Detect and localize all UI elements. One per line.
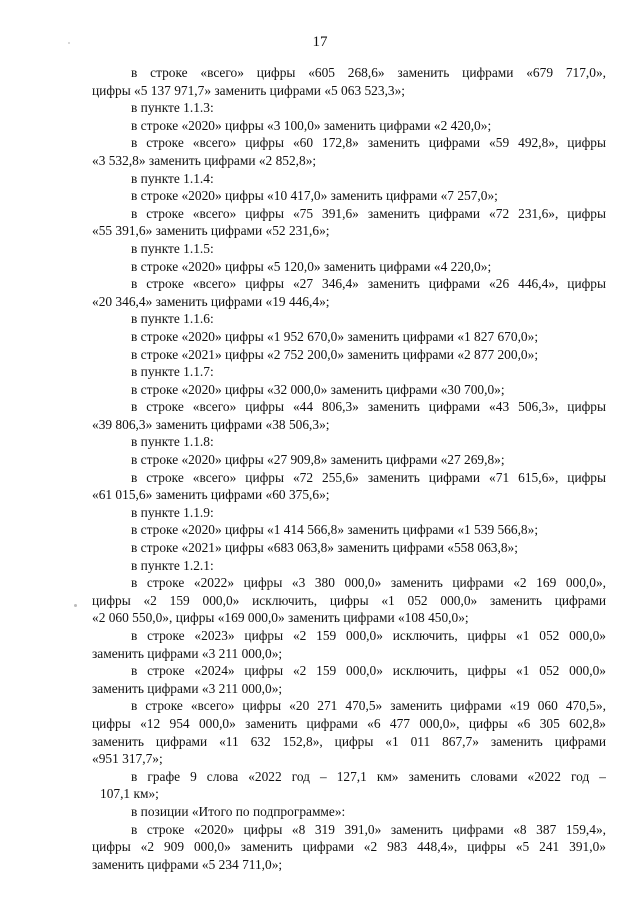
text-line: в пункте 1.1.9: [131,504,214,520]
text-line: «20 346,4» заменить цифрами «19 446,4»; [92,293,330,309]
scan-speck [74,604,77,607]
text-line: в строке «2020» цифры «32 000,0» заменить цифрами «30 700,0»; [131,381,505,397]
text-line: в строке «всего» цифры «75 391,6» заменить цифрами «72 231,6», цифры [131,205,606,221]
text-line: «55 391,6» заменить цифрами «52 231,6»; [92,223,330,239]
text-line: в строке «2020» цифры «8 319 391,0» заменить цифрами «8 387 159,4», [131,821,606,837]
text-line: в пункте 1.1.4: [131,170,214,186]
page-number: 17 [312,34,328,50]
text-line: заменить цифрами «3 211 000,0»; [92,680,283,696]
text-line: заменить цифрами «3 211 000,0»; [92,645,283,661]
text-line: в строке «2020» цифры «10 417,0» заменить цифрами «7 257,0»; [131,188,498,204]
text-line: в пункте 1.1.8: [131,434,214,450]
text-line: в строке «2020» цифры «1 414 566,8» заменить цифрами «1 539 566,8»; [131,522,539,538]
text-line: «61 015,6» заменить цифрами «60 375,6»; [92,487,330,503]
text-line: цифры «12 954 000,0» заменить цифрами «6 477 000,0», цифры «6 305 602,8» [92,715,606,731]
text-line: в строке «2020» цифры «3 100,0» заменить цифрами «2 420,0»; [131,117,492,133]
text-line: в графе 9 слова «2022 год – 127,1 км» заменить словами «2022 год – [131,768,606,784]
text-line: в строке «2022» цифры «3 380 000,0» заменить цифрами «2 169 000,0», [131,575,606,591]
text-line: в строке «всего» цифры «20 271 470,5» заменить цифрами «19 060 470,5», [131,698,606,714]
text-line: «3 532,8» заменить цифрами «2 852,8»; [92,152,317,168]
text-line: в строке «2024» цифры «2 159 000,0» исключить, цифры «1 052 000,0» [131,663,606,679]
text-line: в позиции «Итого по подпрограмме»: [131,803,346,819]
text-line: в строке «всего» цифры «60 172,8» заменить цифрами «59 492,8», цифры [131,135,606,151]
text-line: в строке «2020» цифры «27 909,8» заменить цифрами «27 269,8»; [131,452,505,468]
text-line: заменить цифрами «5 234 711,0»; [92,856,283,872]
text-line: в строке «2020» цифры «1 952 670,0» заменить цифрами «1 827 670,0»; [131,328,539,344]
text-line: цифры «2 159 000,0» исключить, цифры «1 052 000,0» заменить цифрами [92,592,606,608]
text-line: в строке «всего» цифры «44 806,3» заменить цифрами «43 506,3», цифры [131,399,606,415]
text-line: цифры «2 909 000,0» заменить цифрами «2 983 448,4», цифры «5 241 391,0» [92,839,606,855]
text-line: в пункте 1.1.6: [131,311,214,327]
text-line: заменить цифрами «11 632 152,8», цифры «1 011 867,7» заменить цифрами [92,733,606,749]
text-line: «2 060 550,0», цифры «169 000,0» заменить цифрами «108 450,0»; [92,610,469,626]
text-line: в строке «всего» цифры «605 268,6» заменить цифрами «679 717,0», [131,65,606,80]
text-line: в пункте 1.1.7: [131,364,214,380]
text-line: «39 806,3» заменить цифрами «38 506,3»; [92,416,330,432]
text-line: 107,1 км»; [100,786,159,802]
text-line: в строке «2021» цифры «2 752 200,0» заменить цифрами «2 877 200,0»; [131,346,539,362]
text-line: в строке «2021» цифры «683 063,8» заменить цифрами «558 063,8»; [131,540,518,556]
text-line: «951 317,7»; [92,751,163,767]
text-line: в пункте 1.1.3: [131,100,214,116]
document-body [92,64,606,873]
text-line: в строке «2020» цифры «5 120,0» заменить цифрами «4 220,0»; [131,258,492,274]
text-line: в строке «2023» цифры «2 159 000,0» исключить, цифры «1 052 000,0» [131,628,606,643]
text-line: цифры «5 137 971,7» заменить цифрами «5 063 523,3»; [92,82,406,98]
text-line: в пункте 1.1.5: [131,240,214,256]
text-line: в пункте 1.2.1: [131,557,214,573]
text-line: в строке «всего» цифры «72 255,6» заменить цифрами «71 615,6», цифры [131,469,606,485]
text-line: в строке «всего» цифры «27 346,4» заменить цифрами «26 446,4», цифры [131,276,606,292]
